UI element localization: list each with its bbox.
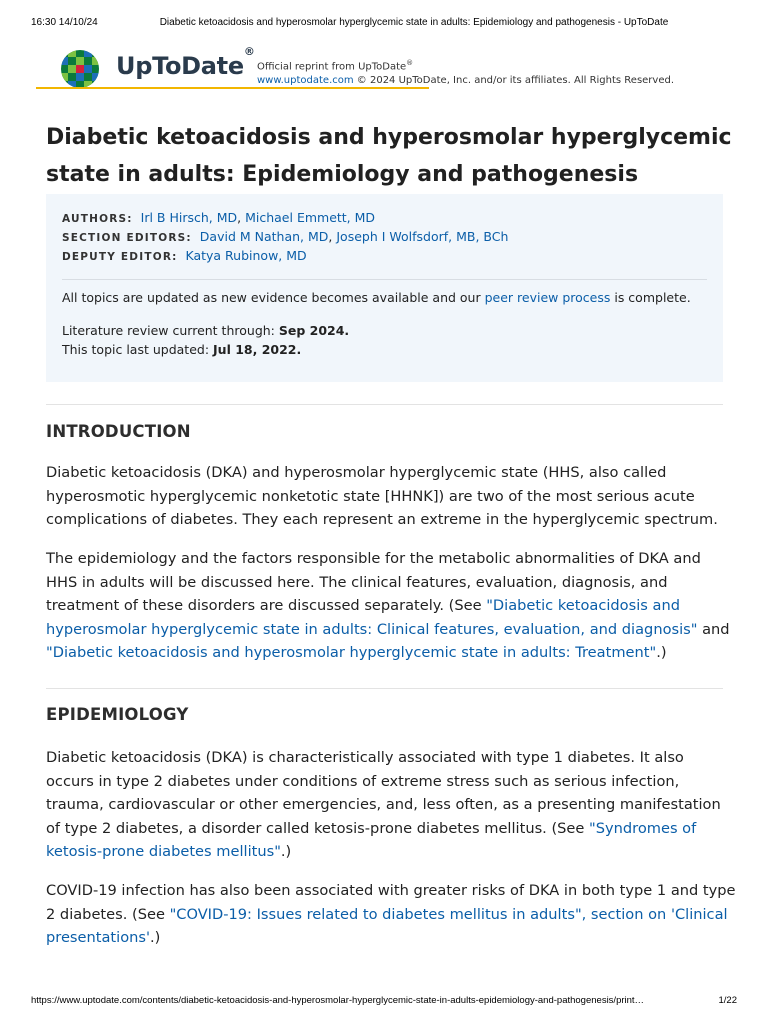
epidemiology-paragraph-2: COVID-19 infection has also been associated with greater risks of DKA in both type 1 and type 2 diabetes. (See "COVID-19: Issues related to diabetes mellitus in adults", section on 'Clinical presentations'.) bbox=[46, 882, 736, 946]
section-editor-link[interactable]: Joseph I Wolfsdorf, MB, BCh bbox=[336, 229, 509, 244]
introduction-paragraph-2: The epidemiology and the factors responsible for the metabolic abnormalities of DKA and HHS in adults will be discussed here. The clinical features, evaluation, diagnosis, and treatment of these disorders are discussed separately. (See "Diabetic ketoacidosis and hyperosmolar hyperglycemic state in adults: Clinical features, evaluation, and diagnosis" and "Diabetic ketoacidosis and hyperosmolar hyperglycemic state in adults: Treatment".) bbox=[46, 550, 730, 661]
author-link[interactable]: Irl B Hirsch, MD bbox=[140, 210, 238, 225]
clinical-features-link[interactable]: "Diabetic ketoacidosis and hyperosmolar hyperglycemic state in adults: Clinical features, evaluation, and diagnosis" bbox=[46, 597, 698, 638]
introduction-heading: INTRODUCTION bbox=[46, 422, 191, 441]
reprint-notice: Official reprint from UpToDate® www.uptodate.com © 2024 UpToDate, Inc. and/or its affiliates. All Rights Reserved. bbox=[257, 59, 675, 87]
uptodate-site-link[interactable]: www.uptodate.com bbox=[257, 75, 354, 87]
literature-review-date: Literature review current through: Sep 2024. bbox=[62, 323, 350, 338]
peer-review-link[interactable]: peer review process bbox=[484, 290, 611, 305]
treatment-link[interactable]: "Diabetic ketoacidosis and hyperosmolar hyperglycemic state in adults: Treatment" bbox=[46, 644, 657, 661]
uptodate-logo-icon bbox=[60, 49, 100, 89]
print-page-title: Diabetic ketoacidosis and hyperosmolar hyperglycemic state in adults: Epidemiology and pathogenesis - UpToDate bbox=[159, 17, 669, 28]
epidemiology-heading: EPIDEMIOLOGY bbox=[46, 705, 189, 724]
introduction-paragraph-1: Diabetic ketoacidosis (DKA) and hyperosmolar hyperglycemic state (HHS, also called hyperosmotic hyperglycemic nonketotic state [HHNK]) are two of the most serious acute complications of diabetes. They each represent an extreme in the hyperglycemic spectrum. bbox=[46, 464, 718, 528]
brand-name: UpToDate® bbox=[116, 45, 255, 80]
section-editor-link[interactable]: David M Nathan, MD bbox=[199, 229, 329, 244]
ketosis-prone-diabetes-link[interactable]: "Syndromes of ketosis-prone diabetes mellitus" bbox=[46, 819, 697, 860]
print-timestamp: 16:30 14/10/24 bbox=[31, 17, 98, 28]
author-link[interactable]: Michael Emmett, MD bbox=[245, 210, 376, 225]
last-updated-date: This topic last updated: Jul 18, 2022. bbox=[62, 342, 302, 357]
section-divider bbox=[46, 688, 723, 689]
article-title: Diabetic ketoacidosis and hyperosmolar hyperglycemic state in adults: Epidemiology and pathogenesis bbox=[46, 125, 732, 187]
print-url: https://www.uptodate.com/contents/diabetic-ketoacidosis-and-hyperosmolar-hyperglycemic-state-in-adults-epidemiology-and-pathogenesis/print… bbox=[31, 995, 645, 1006]
print-header bbox=[31, 17, 737, 31]
epidemiology-paragraph-1: Diabetic ketoacidosis (DKA) is characteristically associated with type 1 diabetes. It also occurs in type 2 diabetes under conditions of extreme stress such as serious infection, trauma, cardiovascular or other emergencies, and, less often, as a presenting manifestation of type 2 diabetes, a disorder called ketosis-prone diabetes mellitus. (See "Syndromes of ketosis-prone diabetes mellitus".) bbox=[46, 749, 721, 860]
section-divider bbox=[46, 404, 723, 405]
topic-info-box bbox=[46, 194, 723, 382]
deputy-editor-row: DEPUTY EDITOR: Katya Rubinow, MD bbox=[62, 248, 307, 263]
deputy-editor-link[interactable]: Katya Rubinow, MD bbox=[185, 248, 307, 263]
section-editors-row: SECTION EDITORS: David M Nathan, MD, Joseph I Wolfsdorf, MB, BCh bbox=[62, 229, 509, 244]
info-box-divider bbox=[62, 279, 707, 280]
page-number: 1/22 bbox=[718, 995, 737, 1006]
update-notice: All topics are updated as new evidence becomes available and our peer review process is complete. bbox=[62, 290, 691, 305]
print-footer bbox=[31, 995, 737, 1009]
authors-row: AUTHORS: Irl B Hirsch, MD, Michael Emmett, MD bbox=[62, 210, 376, 225]
covid-19-diabetes-link[interactable]: "COVID-19: Issues related to diabetes mellitus in adults", section on 'Clinical presentations' bbox=[46, 905, 728, 946]
